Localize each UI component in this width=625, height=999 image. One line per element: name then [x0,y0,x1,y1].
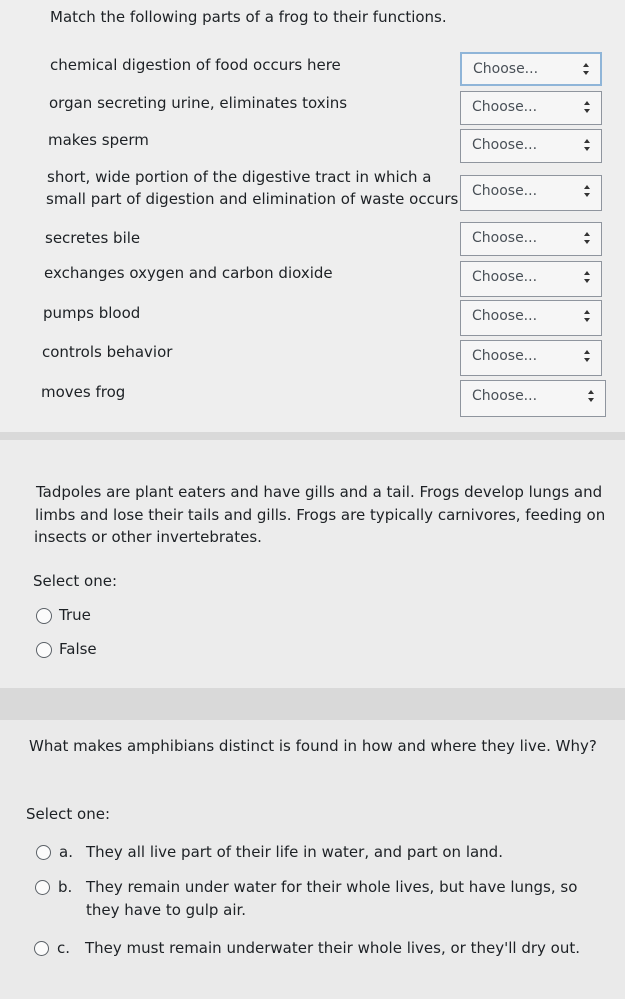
select-value: Choose... [472,99,538,115]
option-letter: a. [59,843,73,861]
question-text-line1: Tadpoles are plant eaters and have gills and a tail. Frogs develop lungs and [36,483,603,501]
match-prompt-4-line1: short, wide portion of the digestive tract in which a [47,168,432,186]
updown-arrows-icon [587,388,595,404]
radio-circle-icon[interactable] [34,941,49,956]
radio-circle-icon[interactable] [36,845,51,860]
question-multichoice-card [0,720,625,999]
match-prompt-7: pumps blood [43,304,141,322]
match-prompt-6: exchanges oxygen and carbon dioxide [44,264,333,282]
match-select-1[interactable] [460,52,602,86]
updown-arrows-icon [583,137,591,153]
radio-circle-icon[interactable] [36,642,52,658]
updown-arrows-icon [583,99,591,115]
match-select-6[interactable] [460,261,602,297]
option-letter: c. [57,939,71,957]
option-label: True [59,606,91,624]
radio-circle-icon[interactable] [35,880,50,895]
select-one-label: Select one: [33,572,118,590]
match-select-8[interactable] [460,340,602,376]
match-select-4[interactable] [460,175,602,211]
match-prompt-4-line2: small part of digestion and elimination of waste occurs [46,190,459,208]
select-value: Choose... [472,183,538,199]
match-select-5[interactable] [460,222,602,256]
question-truefalse-card [0,440,625,688]
option-label: False [59,640,97,658]
select-value: Choose... [472,269,538,285]
select-value: Choose... [472,137,538,153]
option-letter: b. [58,878,73,896]
question-text-line2: limbs and lose their tails and gills. Frogs are typically carnivores, feeding on [35,506,606,524]
match-select-9[interactable] [460,380,606,417]
option-label-line1: They remain under water for their whole lives, but have lungs, so [86,878,578,896]
updown-arrows-icon [582,61,590,77]
question-instruction: Match the following parts of a frog to their functions. [50,8,447,26]
updown-arrows-icon [583,230,591,246]
match-select-7[interactable] [460,300,602,336]
match-select-3[interactable] [460,129,602,163]
updown-arrows-icon [583,308,591,324]
select-value: Choose... [473,61,539,77]
option-label-line2: they have to gulp air. [86,901,247,919]
radio-circle-icon[interactable] [36,608,52,624]
match-prompt-9: moves frog [41,383,126,401]
option-label: They must remain underwater their whole lives, or they'll dry out. [85,939,580,957]
match-prompt-2: organ secreting urine, eliminates toxins [49,94,348,112]
match-prompt-8: controls behavior [42,343,173,361]
select-value: Choose... [472,230,538,246]
option-label: They all live part of their life in water, and part on land. [86,843,503,861]
match-prompt-1: chemical digestion of food occurs here [50,56,341,74]
updown-arrows-icon [583,269,591,285]
question-text: What makes amphibians distinct is found in how and where they live. Why? [29,737,597,755]
select-one-label: Select one: [26,805,111,823]
match-select-2[interactable] [460,91,602,125]
question-text-line3: insects or other invertebrates. [34,528,262,546]
match-prompt-5: secretes bile [45,229,141,247]
match-prompt-3: makes sperm [48,131,149,149]
question-match-card [0,0,625,432]
select-value: Choose... [472,348,538,364]
updown-arrows-icon [583,183,591,199]
select-value: Choose... [472,388,538,404]
select-value: Choose... [472,308,538,324]
updown-arrows-icon [583,348,591,364]
